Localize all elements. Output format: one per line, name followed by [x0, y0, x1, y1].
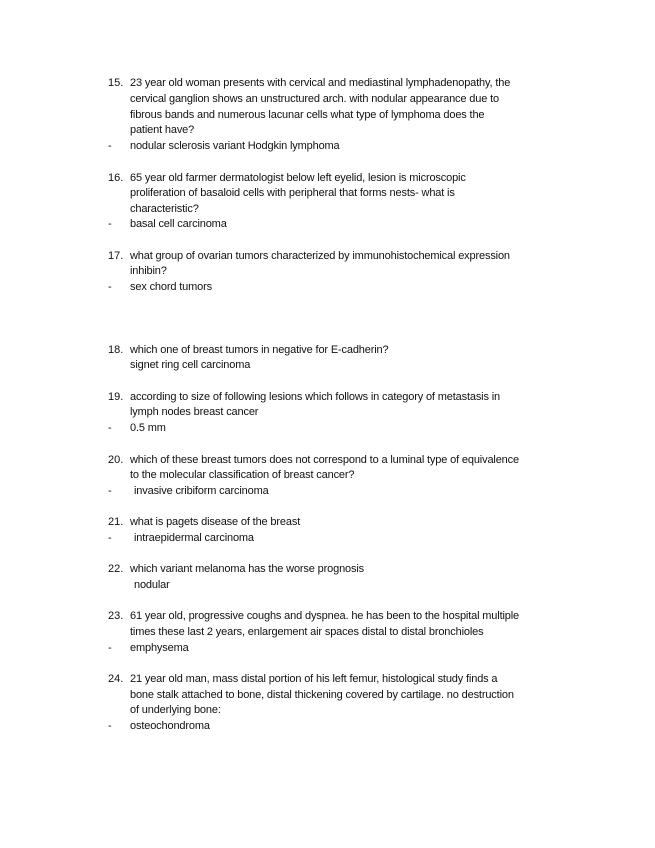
answer-text: invasive cribiform carcinoma [134, 485, 269, 497]
answer-dash: - [108, 642, 112, 654]
question-text: 21 year old man, mass distal portion of his left femur, histological study finds a [130, 673, 498, 685]
answer-dash: - [108, 218, 112, 230]
answer-dash: - [108, 281, 112, 293]
answer-text: osteochondroma [130, 720, 210, 732]
answer-text: nodular [134, 579, 170, 591]
answer-text: 0.5 mm [130, 422, 166, 434]
question-text: which of these breast tumors does not correspond to a luminal type of equivalence [130, 454, 519, 466]
question-text: according to size of following lesions which follows in category of metastasis in [130, 391, 500, 403]
answer-text: basal cell carcinoma [130, 218, 227, 230]
answer-dash: - [108, 485, 112, 497]
question-number: 18. [108, 344, 124, 356]
question-text: of underlying bone: [130, 704, 221, 716]
answer-text: signet ring cell carcinoma [130, 359, 251, 371]
question-text: what is pagets disease of the breast [130, 516, 301, 528]
question-text: times these last 2 years, enlargement air spaces distal to distal bronchioles [130, 626, 484, 638]
question-text: patient have? [130, 124, 195, 136]
answer-text: intraepidermal carcinoma [134, 532, 254, 544]
answer-dash: - [108, 140, 112, 152]
question-number: 24. [108, 673, 124, 685]
answer-text: sex chord tumors [130, 281, 212, 293]
question-number: 19. [108, 391, 124, 403]
question-number: 17. [108, 250, 124, 262]
question-text: which variant melanoma has the worse prognosis [130, 563, 364, 575]
answer-dash: - [108, 422, 112, 434]
question-number: 22. [108, 563, 124, 575]
question-text: lymph nodes breast cancer [130, 406, 259, 418]
question-number: 20. [108, 454, 124, 466]
question-number: 23. [108, 610, 124, 622]
question-text: 23 year old woman presents with cervical and mediastinal lymphadenopathy, the [130, 77, 511, 89]
question-number: 21. [108, 516, 124, 528]
question-text: 65 year old farmer dermatologist below left eyelid, lesion is microscopic [130, 172, 466, 184]
answer-dash: - [108, 532, 112, 544]
question-text: bone stalk attached to bone, distal thickening covered by cartilage. no destruction [130, 689, 514, 701]
question-number: 15. [108, 77, 124, 89]
question-text: fibrous bands and numerous lacunar cells what type of lymphoma does the [130, 109, 485, 121]
question-text: inhibin? [130, 265, 167, 277]
question-text: 61 year old, progressive coughs and dyspnea. he has been to the hospital multiple [130, 610, 520, 622]
answer-dash: - [108, 720, 112, 732]
question-text: proliferation of basaloid cells with peripheral that forms nests- what is [130, 187, 455, 199]
question-text: to the molecular classification of breast cancer? [130, 469, 355, 481]
question-text: characteristic? [130, 203, 199, 215]
question-text: which one of breast tumors in negative for E-cadherin? [130, 344, 389, 356]
answer-text: nodular sclerosis variant Hodgkin lymphoma [130, 140, 340, 152]
question-text: what group of ovarian tumors characterized by immunohistochemical expression [130, 250, 510, 262]
question-number: 16. [108, 172, 124, 184]
answer-text: emphysema [130, 642, 189, 654]
question-text: cervical ganglion shows an unstructured arch. with nodular appearance due to [130, 93, 499, 105]
